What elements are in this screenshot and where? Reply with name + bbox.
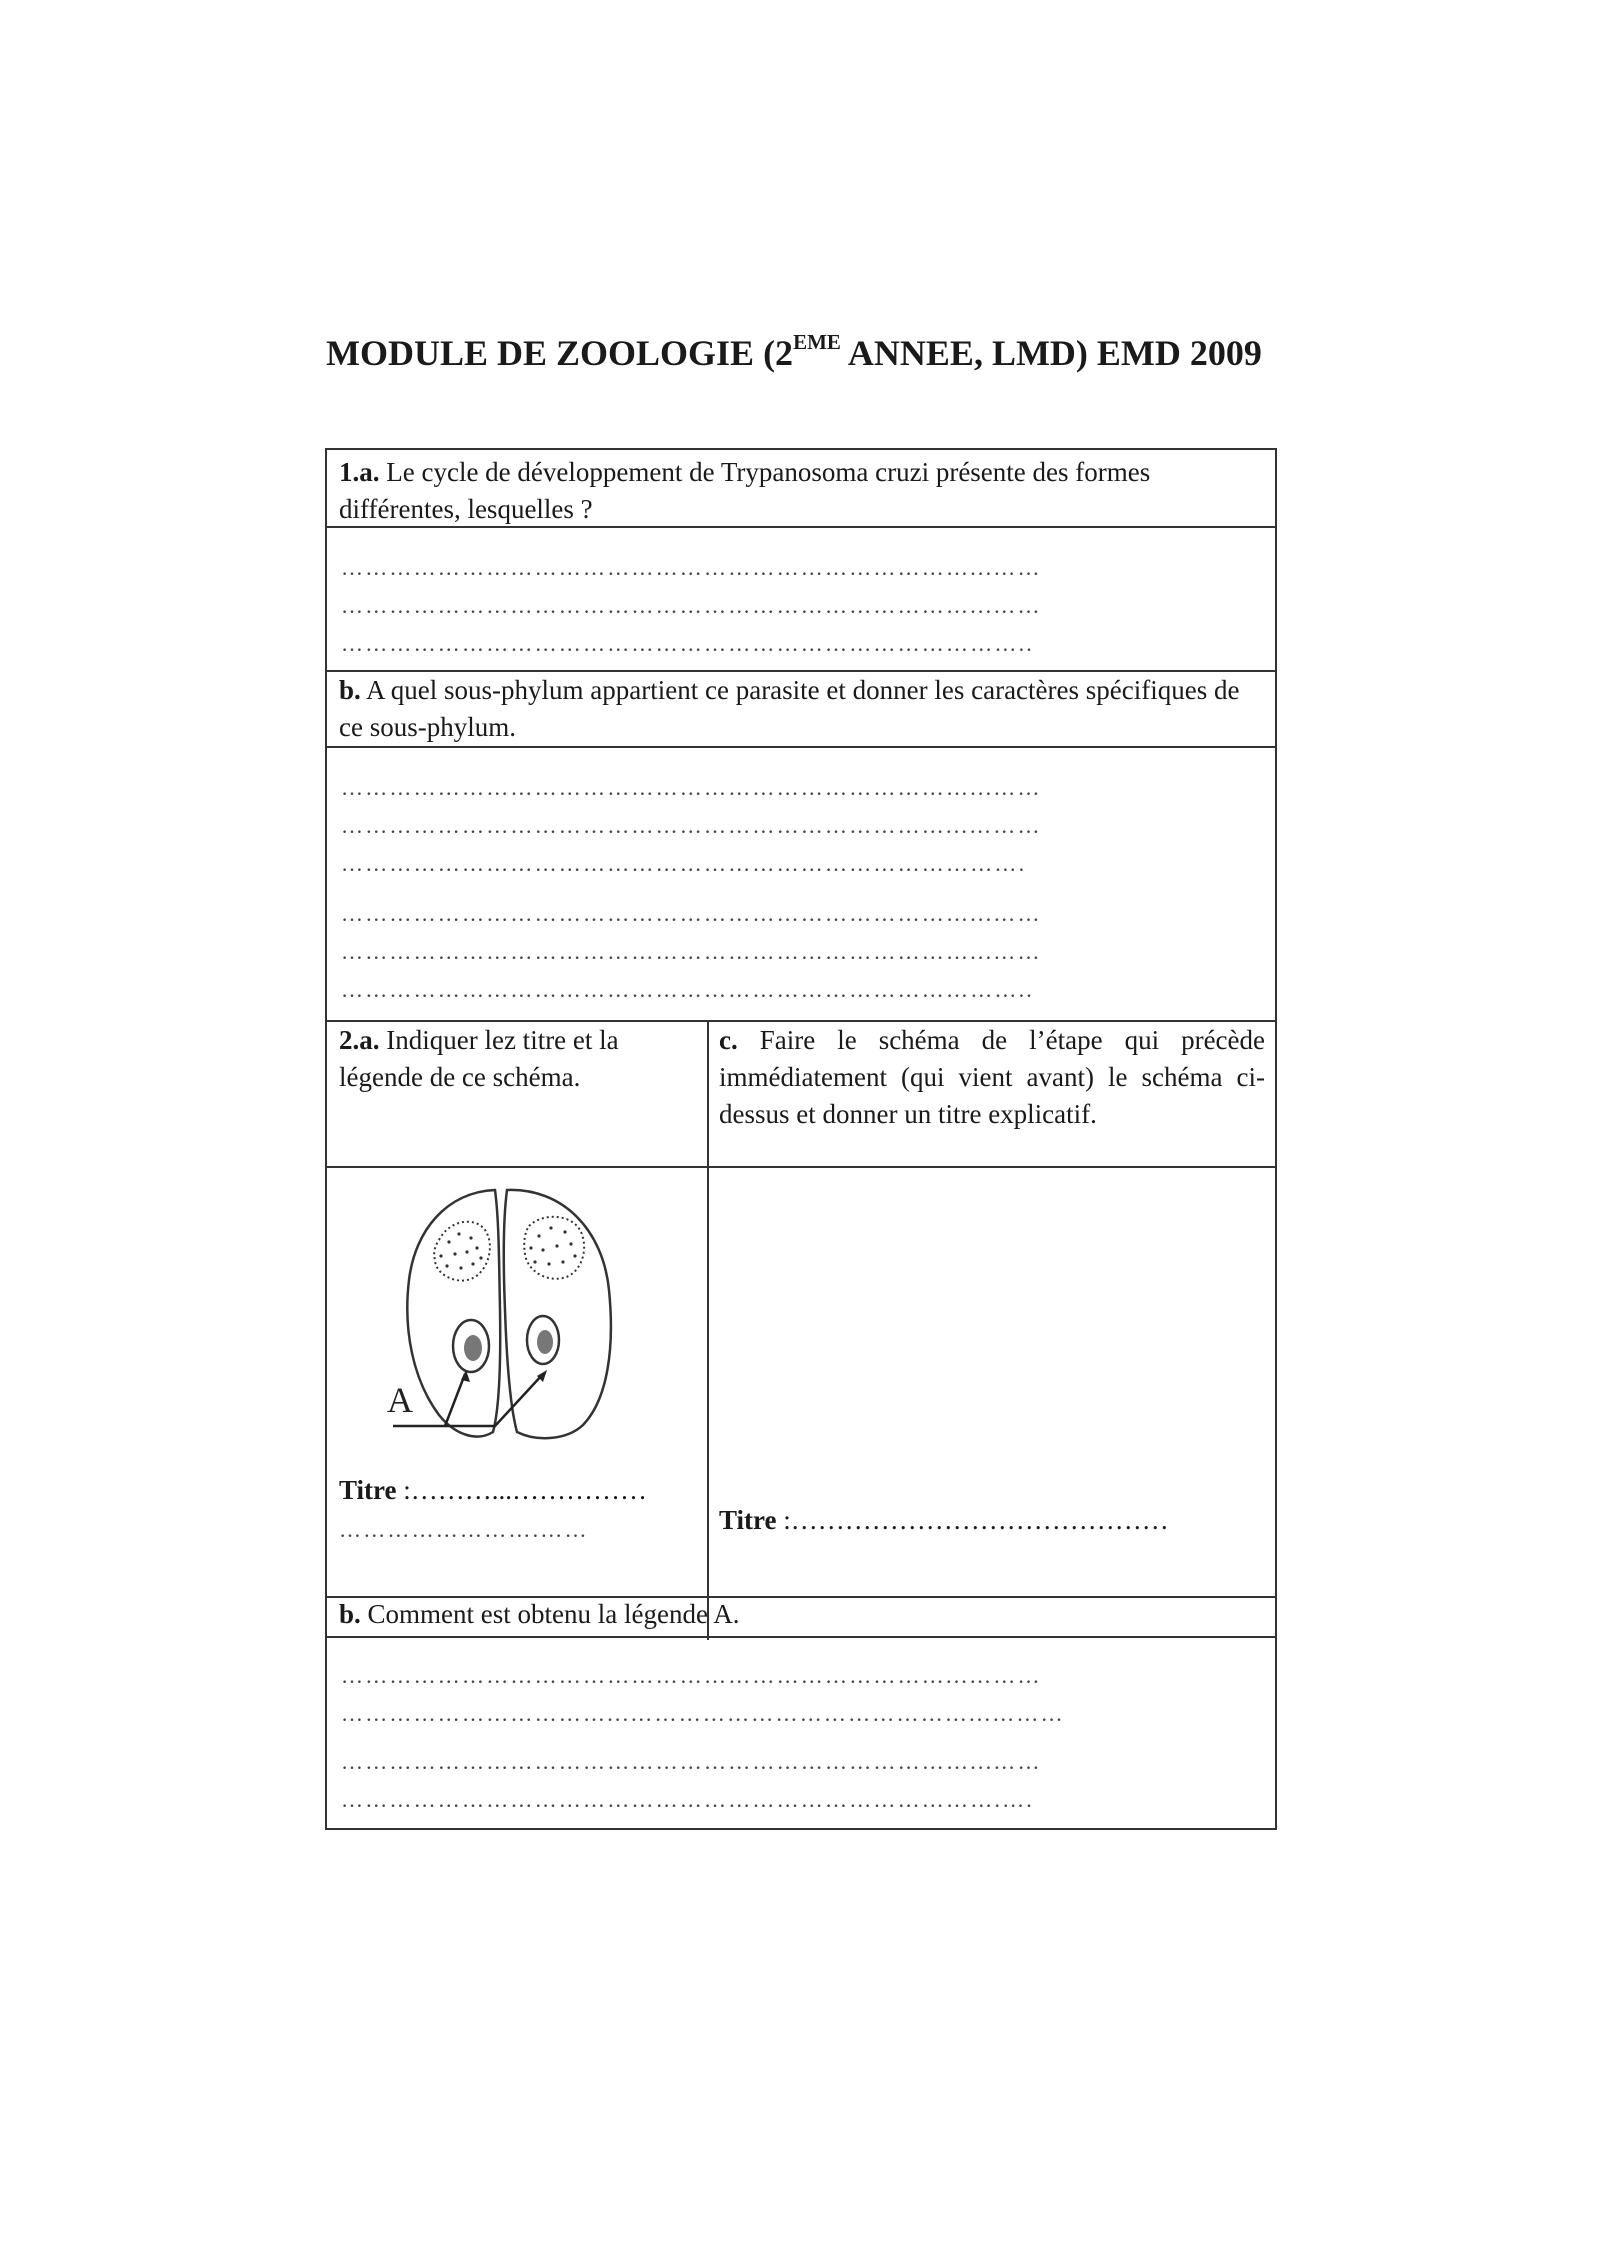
label-a-arrow-left: [445, 1374, 465, 1426]
answer-line[interactable]: …………………………………………………………………...………: [341, 816, 1042, 836]
titre-left-line2[interactable]: …………………….……: [339, 1520, 589, 1540]
divider: [327, 1636, 1275, 1638]
label-a: A: [387, 1380, 413, 1420]
answer-line[interactable]: ……………………………………………………………………...……: [341, 558, 1042, 578]
titre-right: Titre :……………………………………: [719, 1505, 1169, 1535]
left-dotted-mass: [434, 1222, 490, 1281]
column-divider: [707, 1020, 709, 1640]
exam-table: [325, 448, 1277, 1830]
answer-line[interactable]: ……………………………………………………………………...……: [341, 596, 1042, 616]
answer-line[interactable]: ……………………………………………………………………...……: [341, 942, 1042, 962]
question-2c: c. Faire le schéma de l’étape qui précède immédiatement (qui vient avant) le schéma ci-dessus et donner un titre explicatif.: [719, 1025, 1265, 1129]
divider: [327, 746, 1275, 748]
answer-line[interactable]: ……………………………...……………………………………...………: [341, 1704, 1065, 1724]
answer-line[interactable]: ………………………………………………………………………….: [341, 854, 1027, 874]
stipple-dots: [439, 1226, 576, 1269]
title-superscript: EME: [793, 330, 841, 354]
answer-line[interactable]: …………………………………………………………………………..: [341, 634, 1034, 654]
answer-line[interactable]: ……………………………………………………………………...……: [341, 904, 1042, 924]
answer-line[interactable]: ……………………………………………………………………...……: [341, 1752, 1042, 1772]
answer-line[interactable]: ……………………………………………………………………...……: [341, 778, 1042, 798]
divider: [327, 526, 1275, 528]
titre-left-input[interactable]: :………...……………: [396, 1475, 648, 1505]
right-nucleus-inner: [537, 1330, 553, 1354]
answer-line[interactable]: …………………………………………………………………………..: [341, 980, 1034, 1000]
divider: [327, 1166, 1275, 1168]
question-2a: 2.a. Indiquer lez titre et la légende de ce schéma.: [339, 1025, 619, 1092]
left-cell-outline: [407, 1190, 500, 1437]
page-title: MODULE DE ZOOLOGIE (2EME ANNEE, LMD) EMD 2009: [326, 330, 1262, 373]
left-nucleus-inner: [464, 1335, 482, 1361]
answer-line[interactable]: …………………………………………………………………...………: [341, 1666, 1042, 1686]
question-1b: b. A quel sous-phylum appartient ce parasite et donner les caractères spécifiques de ce sous-phylum.: [339, 675, 1240, 742]
label-a-leader-line: [393, 1374, 543, 1426]
titre-left: Titre :………...……………: [339, 1475, 648, 1505]
titre-right-input[interactable]: :……………………………………: [776, 1505, 1169, 1535]
answer-line[interactable]: ……………………………………………………………………….….: [341, 1790, 1034, 1810]
question-1a: 1.a. Le cycle de développement de Trypanosoma cruzi présente des formes différentes, lesquelles ?: [339, 457, 1151, 524]
question-2b: b. Comment est obtenu la légende A.: [339, 1599, 740, 1629]
right-dotted-mass: [524, 1217, 584, 1279]
cell-division-diagram: [377, 1170, 677, 1450]
